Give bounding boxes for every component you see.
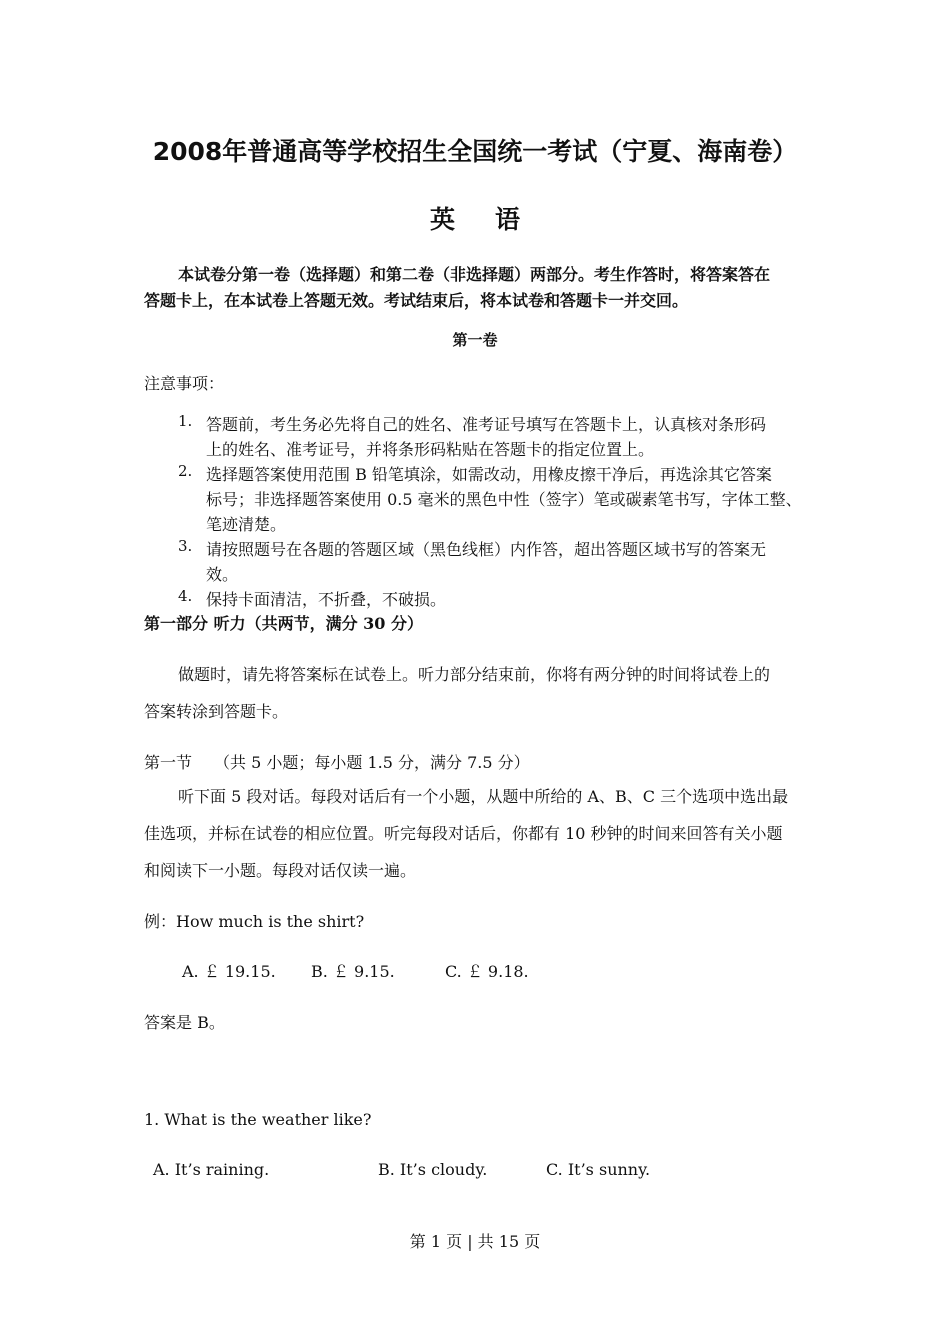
note-line: 标号；非选择题答案使用 0.5 毫米的黑色中性（签字）笔或碳素笔书写，字体工整、 [206,490,802,509]
section1-direction-line: 佳选项，并标在试卷的相应位置。听完每段对话后，你都有 10 秒钟的时间来回答有关小题 [144,824,783,843]
question-1-option-b: B. It’s cloudy. [378,1160,488,1179]
example-option-c: C. ￡ 9.18. [445,962,529,981]
note-number: 1. [178,412,193,430]
part1-heading: 第一部分 听力（共两节，满分 30 分） [144,614,423,633]
intro-line-1: 本试卷分第一卷（选择题）和第二卷（非选择题）两部分。考生作答时，将答案答在 [178,265,771,284]
section1-label: 第一节 [144,753,193,772]
note-number: 2. [178,462,193,480]
example-option-b: B. ￡ 9.15. [311,962,395,981]
note-line: 答题前，考生务必先将自己的姓名、准考证号填写在答题卡上，认真核对条形码 [206,415,767,434]
note-line: 保持卡面清洁，不折叠，不破损。 [206,590,447,609]
part1-instruction-line: 答案转涂到答题卡。 [144,702,289,721]
note-line: 选择题答案使用范围 B 铅笔填涂，如需改动，用橡皮擦干净后，再选涂其它答案 [206,465,772,484]
question-1: 1. What is the weather like? [144,1110,372,1129]
intro-line-2: 答题卡上，在本试卷上答题无效。考试结束后，将本试卷和答题卡一并交回。 [144,291,689,310]
note-line: 笔迹清楚。 [206,515,287,534]
example-answer: 答案是 B。 [144,1013,225,1032]
note-number: 4. [178,587,193,605]
note-line: 请按照题号在各题的答题区域（黑色线框）内作答，超出答题区域书写的答案无 [206,540,767,559]
notes-heading: 注意事项： [144,374,225,393]
subject-heading: 英语 [429,205,560,234]
example-question: 例：How much is the shirt? [144,912,365,931]
section1-info: （共 5 小题；每小题 1.5 分，满分 7.5 分） [214,753,530,772]
section1-direction-line: 听下面 5 段对话。每段对话后有一个小题，从题中所给的 A、B、C 三个选项中选出最 [178,787,789,806]
note-number: 3. [178,537,193,555]
exam-title: 2008年普通高等学校招生全国统一考试（宁夏、海南卷） [152,137,798,166]
section1-heading [144,750,530,773]
volume-heading: 第一卷 [452,331,498,349]
question-1-option-c: C. It’s sunny. [546,1160,651,1179]
part1-instruction-line: 做题时，请先将答案标在试卷上。听力部分结束前，你将有两分钟的时间将试卷上的 [178,665,771,684]
page-footer: 第 1 页 | 共 15 页 [409,1232,541,1251]
question-1-option-a: A. It’s raining. [153,1160,270,1179]
section1-direction-line: 和阅读下一小题。每段对话仅读一遍。 [144,861,417,880]
example-option-a: A. ￡ 19.15. [182,962,276,981]
note-line: 上的姓名、准考证号，并将条形码粘贴在答题卡的指定位置上。 [206,440,655,459]
note-line: 效。 [206,565,239,584]
